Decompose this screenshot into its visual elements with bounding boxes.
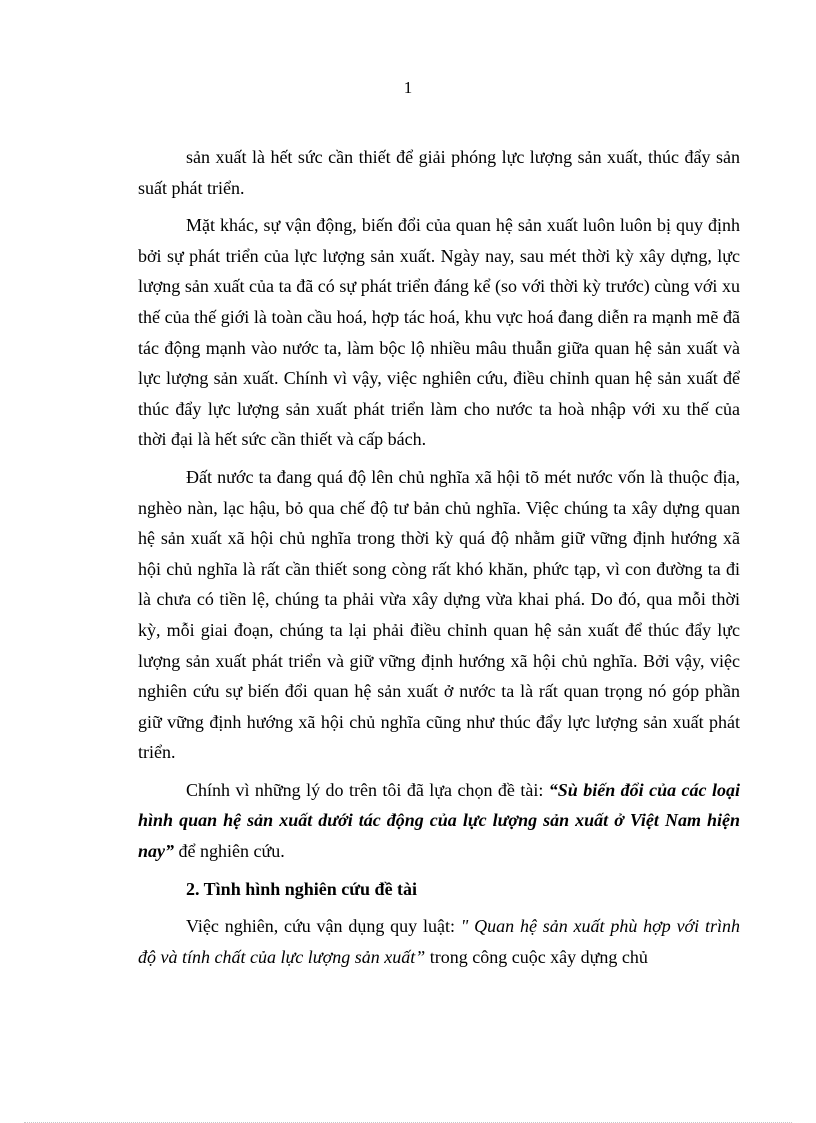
paragraph-transition-period: Đất nước ta đang quá độ lên chủ nghĩa xã hội tõ mét nước vốn là thuộc địa, nghèo nàn, lạc hậu, bỏ qua chế độ tư bản chủ nghĩa. Việc chúng ta xây dựng quan hệ sản xuất xã hội chủ nghĩa trong thời kỳ quá độ nhằm giữ vững định hướng xã hội chủ nghĩa là rất cần thiết song còng rất khó khăn, phức tạp, vì con đường ta đi là chưa có tiền lệ, chúng ta phải vừa xây dựng vừa khai phá. Do đó, qua mỗi thời kỳ, mỗi giai đoạn, chúng ta lại phải điều chỉnh quan hệ sản xuất để thúc đẩy lực lượng sản xuất phát triển và giữ vững định hướng xã hội chủ nghĩa. Bởi vậy, việc nghiên cứu sự biến đổi quan hệ sản xuất ở nước ta là rất quan trọng nó góp phần giữ vững định hướng xã hội chủ nghĩa cũng như thúc đẩy lực lượng sản xuất phát triển. [138,466,740,763]
section-heading: 2. Tình hình nghiên cứu đề tài [186,878,418,899]
document-body [138,142,740,979]
research-prefix: Việc nghiên, cứu vận dụng quy luật: [186,916,461,937]
paragraph-topic-choice [138,775,740,867]
topic-title: “Sù biến đổi của các loại hình quan hệ sản xuất dưới tác động của lực lượng sản xuất ở Việt Nam hiện nay” [138,779,740,862]
paragraph-research-status [138,911,740,972]
research-quote: " Quan hệ sản xuất phù hợp với trình độ và tính chất của lực lượng sản xuất” [138,916,740,967]
page-number: 1 [403,78,413,97]
paragraph-continuation: sản xuất là hết sức cần thiết để giải phóng lực lượng sản xuất, thúc đẩy sản suất phát triển. [138,147,740,198]
research-suffix: trong công cuộc xây dựng chủ [425,946,648,967]
topic-suffix: để nghiên cứu. [174,841,285,862]
topic-prefix: Chính vì những lý do trên tôi đã lựa chọn đề tài: [186,779,549,800]
paragraph-production-relations: Mặt khác, sự vận động, biến đổi của quan hệ sản xuất luôn luôn bị quy định bởi sự phát triển của lực lượng sản xuất. Ngày nay, sau mét thời kỳ xây dựng, lực lượng sản xuất của ta đã có sự phát triển đáng kể (so với thời kỳ trước) cùng với xu thế của thế giới là toàn cầu hoá, hợp tác hoá, khu vực hoá đang diễn ra mạnh mẽ đã tác động mạnh vào nước ta, làm bộc lộ nhiều mâu thuẫn giữa quan hệ sản xuất và lực lượng sản xuất. Chính vì vậy, việc nghiên cứu, điều chỉnh quan hệ sản xuất để thúc đẩy lực lượng sản xuất phát triển làm cho nước ta hoà nhập với xu thế của thời đại là hết sức cần thiết và cấp bách. [138,215,740,450]
